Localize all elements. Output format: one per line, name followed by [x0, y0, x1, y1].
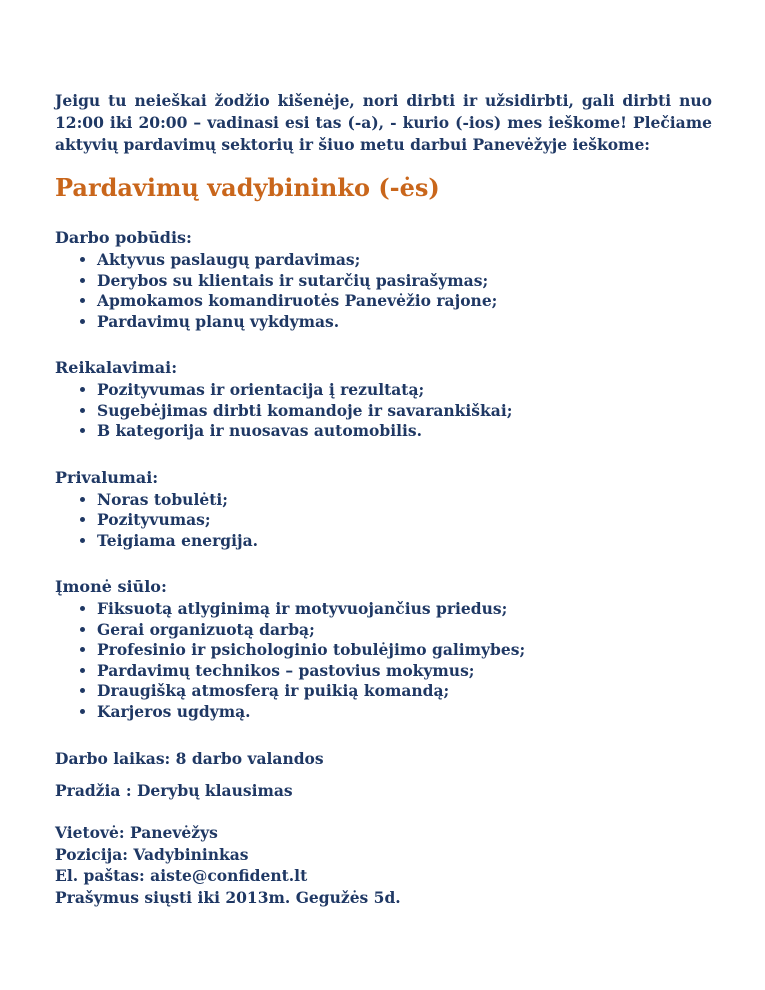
bullet-list-privalumai: [55, 490, 712, 552]
location-line: Vietovė: Panevėžys: [55, 823, 218, 842]
list-item: • Karjeros ugdymą.: [97, 702, 712, 723]
section-heading-privalumai: Privalumai:: [55, 467, 159, 487]
list-item: • Pozityvumas ir orientacija į rezultatą;: [97, 380, 712, 401]
list-item: • Pardavimų technikos – pastovius mokymus;: [97, 661, 712, 682]
section-reikalavimai: [55, 358, 712, 442]
bullet-list-darbo-pobudis: [55, 250, 712, 332]
work-hours-line: Darbo laikas: 8 darbo valandos: [55, 749, 324, 768]
list-item: • Profesinio ir psichologinio tobulėjimo galimybes;: [97, 640, 712, 661]
bullet-list-imone-siulo: [55, 599, 712, 722]
section-darbo-pobudis: [55, 228, 712, 332]
section-imone-siulo: [55, 577, 712, 722]
list-item: • Fiksuotą atlyginimą ir motyvuojančius priedus;: [97, 599, 712, 620]
list-item: • Derybos su klientais ir sutarčių pasirašymas;: [97, 271, 712, 292]
list-item: • Noras tobulėti;: [97, 490, 712, 511]
contact-block: [55, 822, 712, 908]
list-item: • Apmokamos komandiruotės Panevėžio rajone;: [97, 291, 712, 312]
position-line: Pozicija: Vadybininkas: [55, 844, 249, 864]
list-item: • Pardavimų planų vykdymas.: [97, 312, 712, 333]
list-item: • B kategorija ir nuosavas automobilis.: [97, 421, 712, 442]
list-item: • Gerai organizuotą darbą;: [97, 620, 712, 641]
section-heading-imone-siulo: Įmonė siūlo:: [55, 577, 167, 596]
deadline-line: Prašymus siųsti iki 2013m. Gegužės 5d.: [55, 887, 401, 907]
list-item: • Sugebėjimas dirbti komandoje ir savarankiškai;: [97, 401, 712, 422]
intro-paragraph: Jeigu tu neieškai žodžio kišenėje, nori dirbti ir užsidirbti, gali dirbti nuo 12:00 iki 20:00 – vadinasi esi tas (-a), - kurio (-ios) mes ieškome! Plečiame aktyvių pardavimų sektorių ir šiuo metu darbui Panevėžyje ieškome:: [55, 91, 712, 154]
email-address: aiste@confident.lt: [150, 866, 308, 885]
list-item: • Aktyvus paslaugų pardavimas;: [97, 250, 712, 271]
list-item: • Pozityvumas;: [97, 510, 712, 531]
bullet-list-reikalavimai: [55, 380, 712, 442]
list-item: • Teigiama energija.: [97, 531, 712, 552]
start-date-line: Pradžia : Derybų klausimas: [55, 781, 293, 800]
email-label: El. paštas:: [55, 866, 151, 885]
section-privalumai: [55, 468, 712, 552]
section-heading-darbo-pobudis: Darbo pobūdis:: [55, 228, 192, 247]
email-line: [55, 865, 712, 887]
page-title: Pardavimų vadybininko (-ės): [55, 173, 440, 202]
section-heading-reikalavimai: Reikalavimai:: [55, 358, 178, 377]
list-item: • Draugišką atmosferą ir puikią komandą;: [97, 681, 712, 702]
